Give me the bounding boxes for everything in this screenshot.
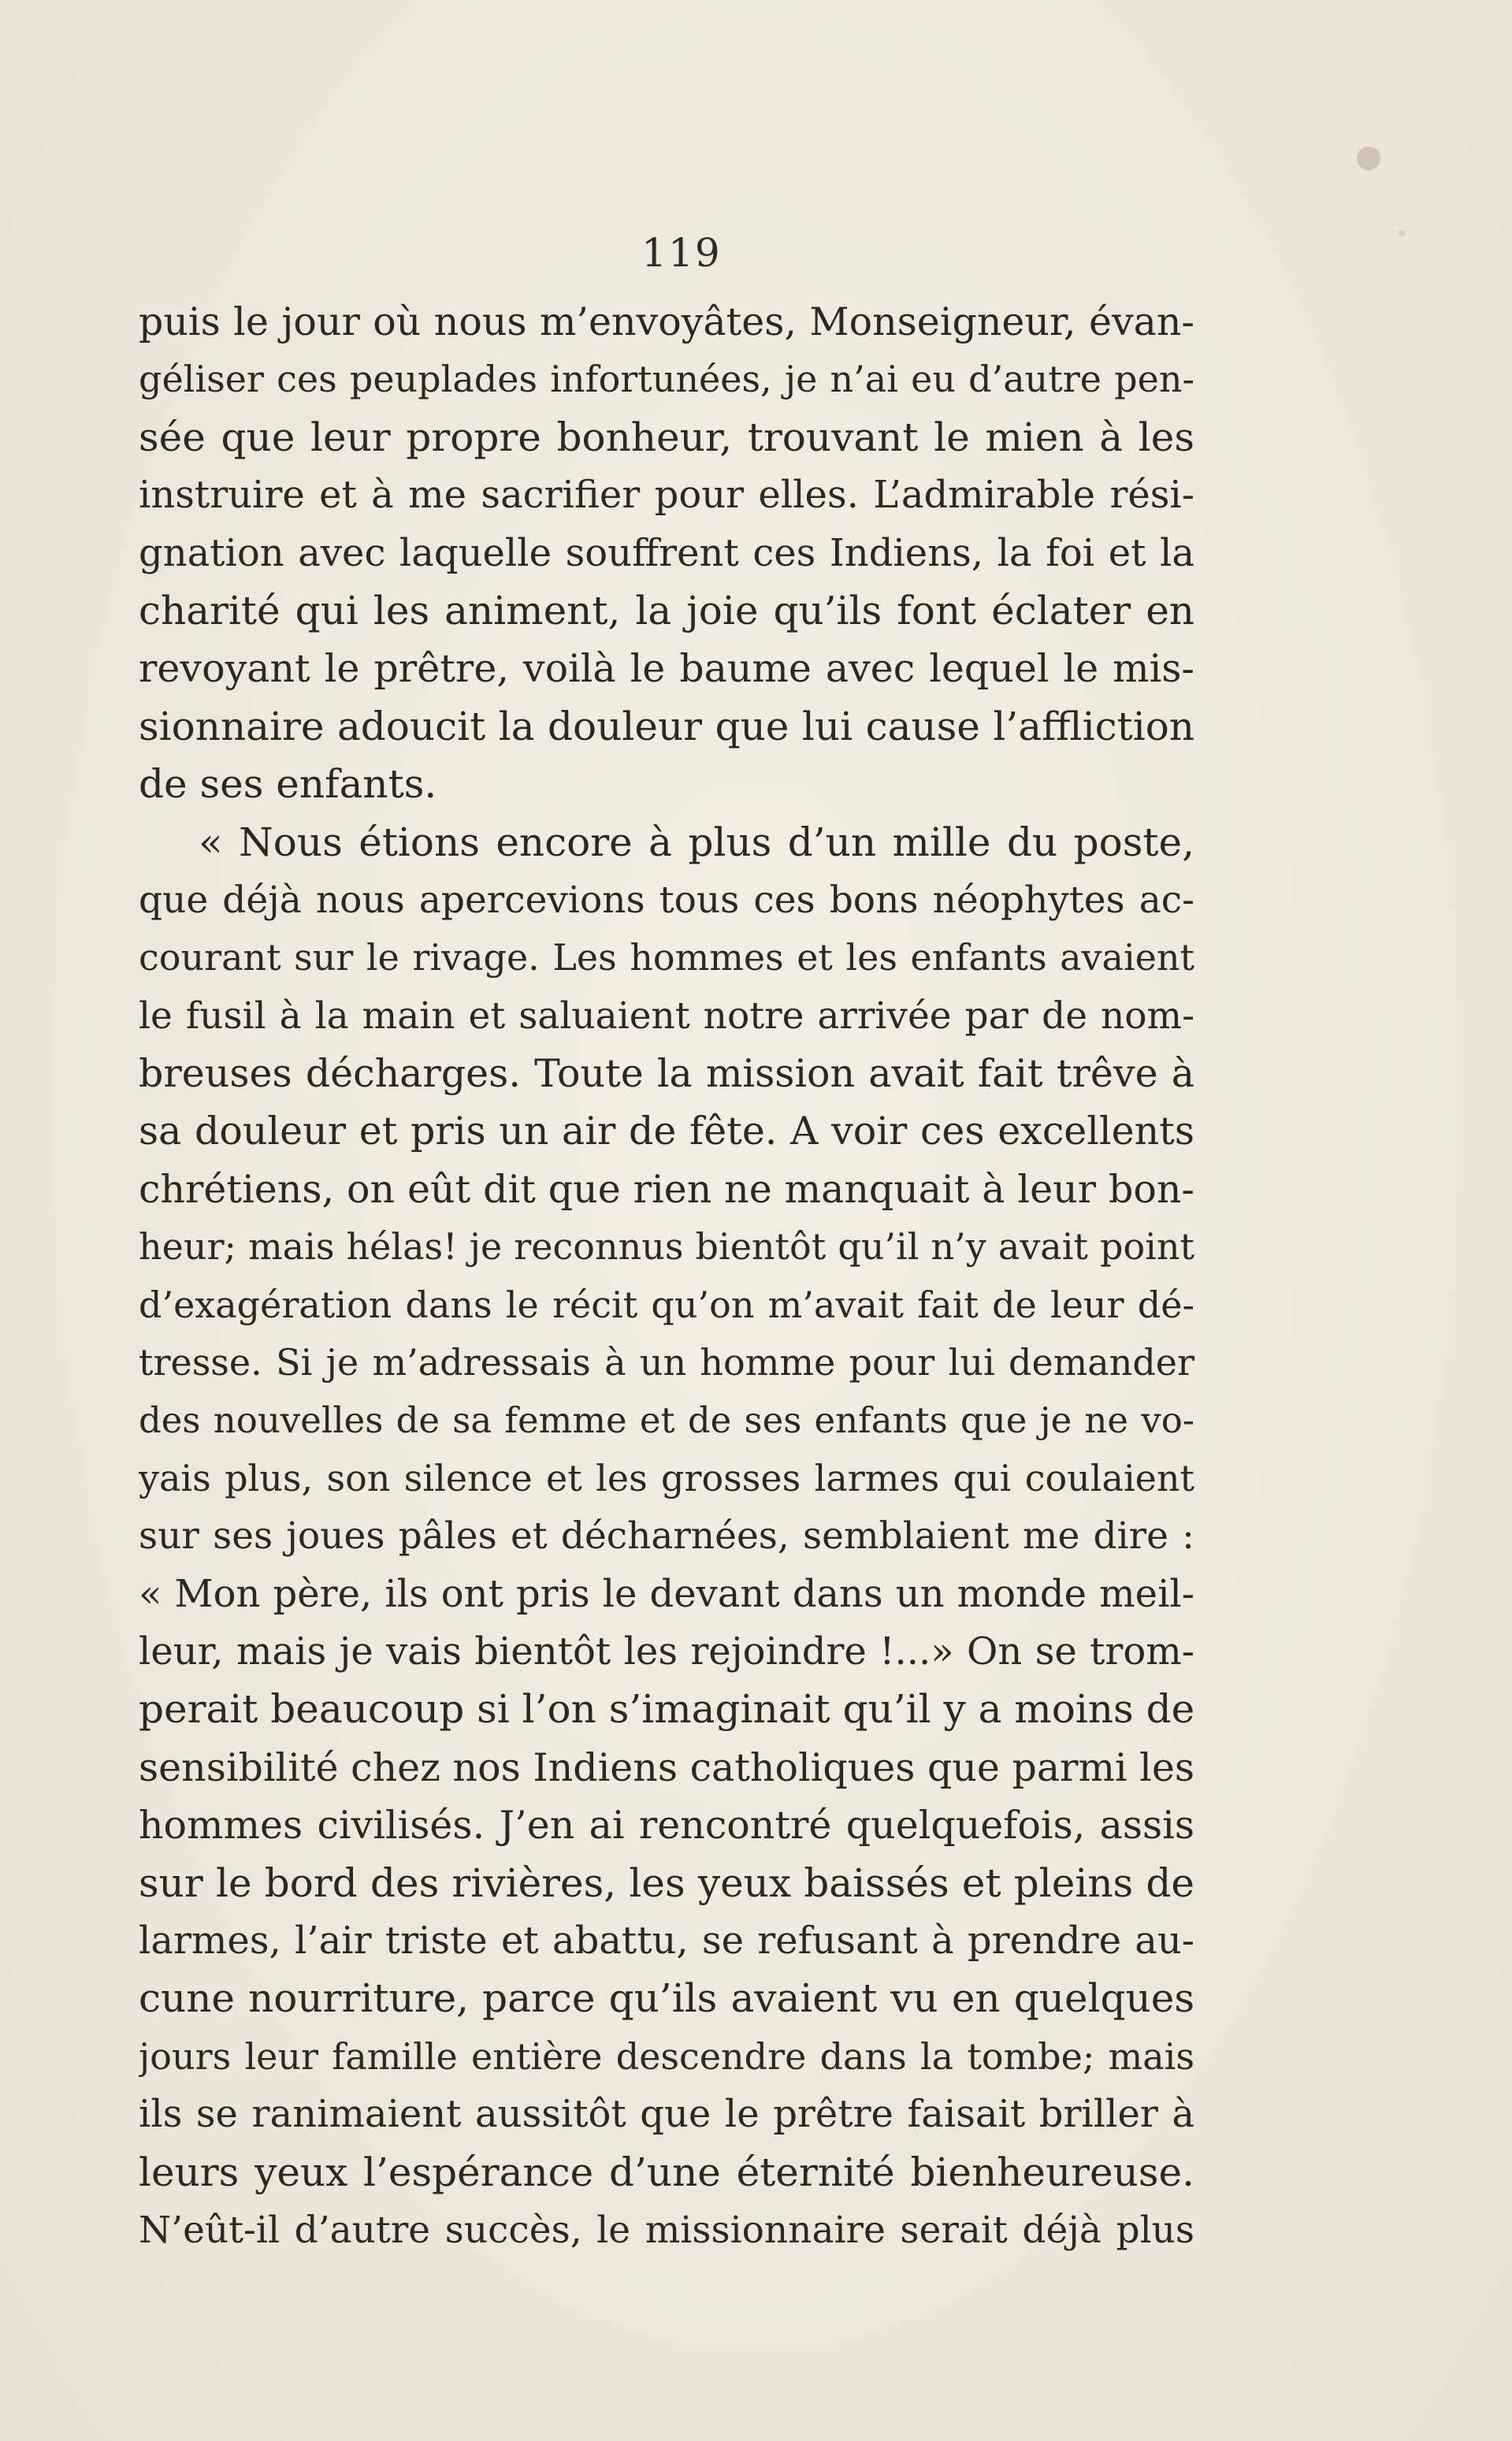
text-line: jours leur famille entière descendre dans la tombe; mais: [139, 2034, 1194, 2078]
text-line: de ses enfants.: [139, 761, 437, 808]
page-number: 119: [641, 230, 722, 276]
text-line: heur; mais hélas! je reconnus bientôt qu’il n’y avait point: [139, 1225, 1194, 1269]
text-line: instruire et à me sacrifier pour elles. L’admirable rési-: [139, 473, 1194, 518]
text-line: hommes civilisés. J’en ai rencontré quelquefois, assis: [139, 1803, 1194, 1848]
text-line: le fusil à la main et saluaient notre arrivée par de nom-: [139, 994, 1194, 1038]
text-line: « Nous étions encore à plus d’un mille du poste,: [199, 819, 1194, 865]
text-line: d’exagération dans le récit qu’on m’avait fait de leur dé-: [139, 1283, 1194, 1326]
text-line: « Mon père, ils ont pris le devant dans un monde meil-: [139, 1571, 1194, 1616]
text-line: larmes, l’air triste et abattu, se refusant à prendre au-: [139, 1918, 1194, 1963]
text-line: gnation avec laquelle souffrent ces Indiens, la foi et la: [139, 530, 1194, 575]
text-line: revoyant le prêtre, voilà le baume avec lequel le mis-: [139, 646, 1194, 692]
text-line: tresse. Si je m’adressais à un homme pour lui demander: [139, 1341, 1194, 1384]
text-line: sée que leur propre bonheur, trouvant le mien à les: [139, 414, 1194, 460]
text-line: ils se ranimaient aussitôt que le prêtre faisait briller à: [139, 2092, 1194, 2137]
text-line: sur ses joues pâles et décharnées, semblaient me dire :: [139, 1514, 1194, 1559]
text-line: géliser ces peuplades infortunées, je n’ai eu d’autre pen-: [139, 358, 1194, 401]
text-line: yais plus, son silence et les grosses larmes qui coulaient: [139, 1456, 1194, 1499]
text-line: N’eût-il d’autre succès, le missionnaire serait déjà plus: [139, 2208, 1194, 2252]
text-line: chrétiens, on eût dit que rien ne manquait à leur bon-: [139, 1166, 1194, 1212]
body-text: [139, 293, 1194, 2259]
text-line: puis le jour où nous m’envoyâtes, Monseigneur, évan-: [139, 299, 1194, 344]
text-line: des nouvelles de sa femme et de ses enfants que je ne vo-: [139, 1399, 1194, 1442]
text-line: leurs yeux l’espérance d’une éternité bienheureuse.: [139, 2149, 1194, 2195]
text-line: sa douleur et pris un air de fête. A voir ces excellents: [139, 1109, 1194, 1154]
text-line: sensibilité chez nos Indiens catholiques que parmi les: [139, 1744, 1194, 1790]
text-line: sur le bord des rivières, les yeux baissés et pleins de: [139, 1860, 1194, 1906]
text-line: charité qui les animent, la joie qu’ils font éclater en: [139, 587, 1194, 633]
text-line: sionnaire adoucit la douleur que lui cause l’affliction: [139, 703, 1194, 749]
text-line: breuses décharges. Toute la mission avait fait trêve à: [139, 1051, 1194, 1097]
paper-stain: [1398, 230, 1406, 236]
text-line: courant sur le rivage. Les hommes et les enfants avaient: [139, 936, 1194, 979]
text-line: cune nourriture, parce qu’ils avaient vu en quelques: [139, 1975, 1194, 2022]
text-line: que déjà nous apercevions tous ces bons néophytes ac-: [139, 878, 1194, 922]
text-line: perait beaucoup si l’on s’imaginait qu’il y a moins de: [139, 1686, 1194, 1733]
text-line: leur, mais je vais bientôt les rejoindre !...» On se trom-: [139, 1629, 1194, 1674]
paper-stain: [1357, 147, 1380, 170]
